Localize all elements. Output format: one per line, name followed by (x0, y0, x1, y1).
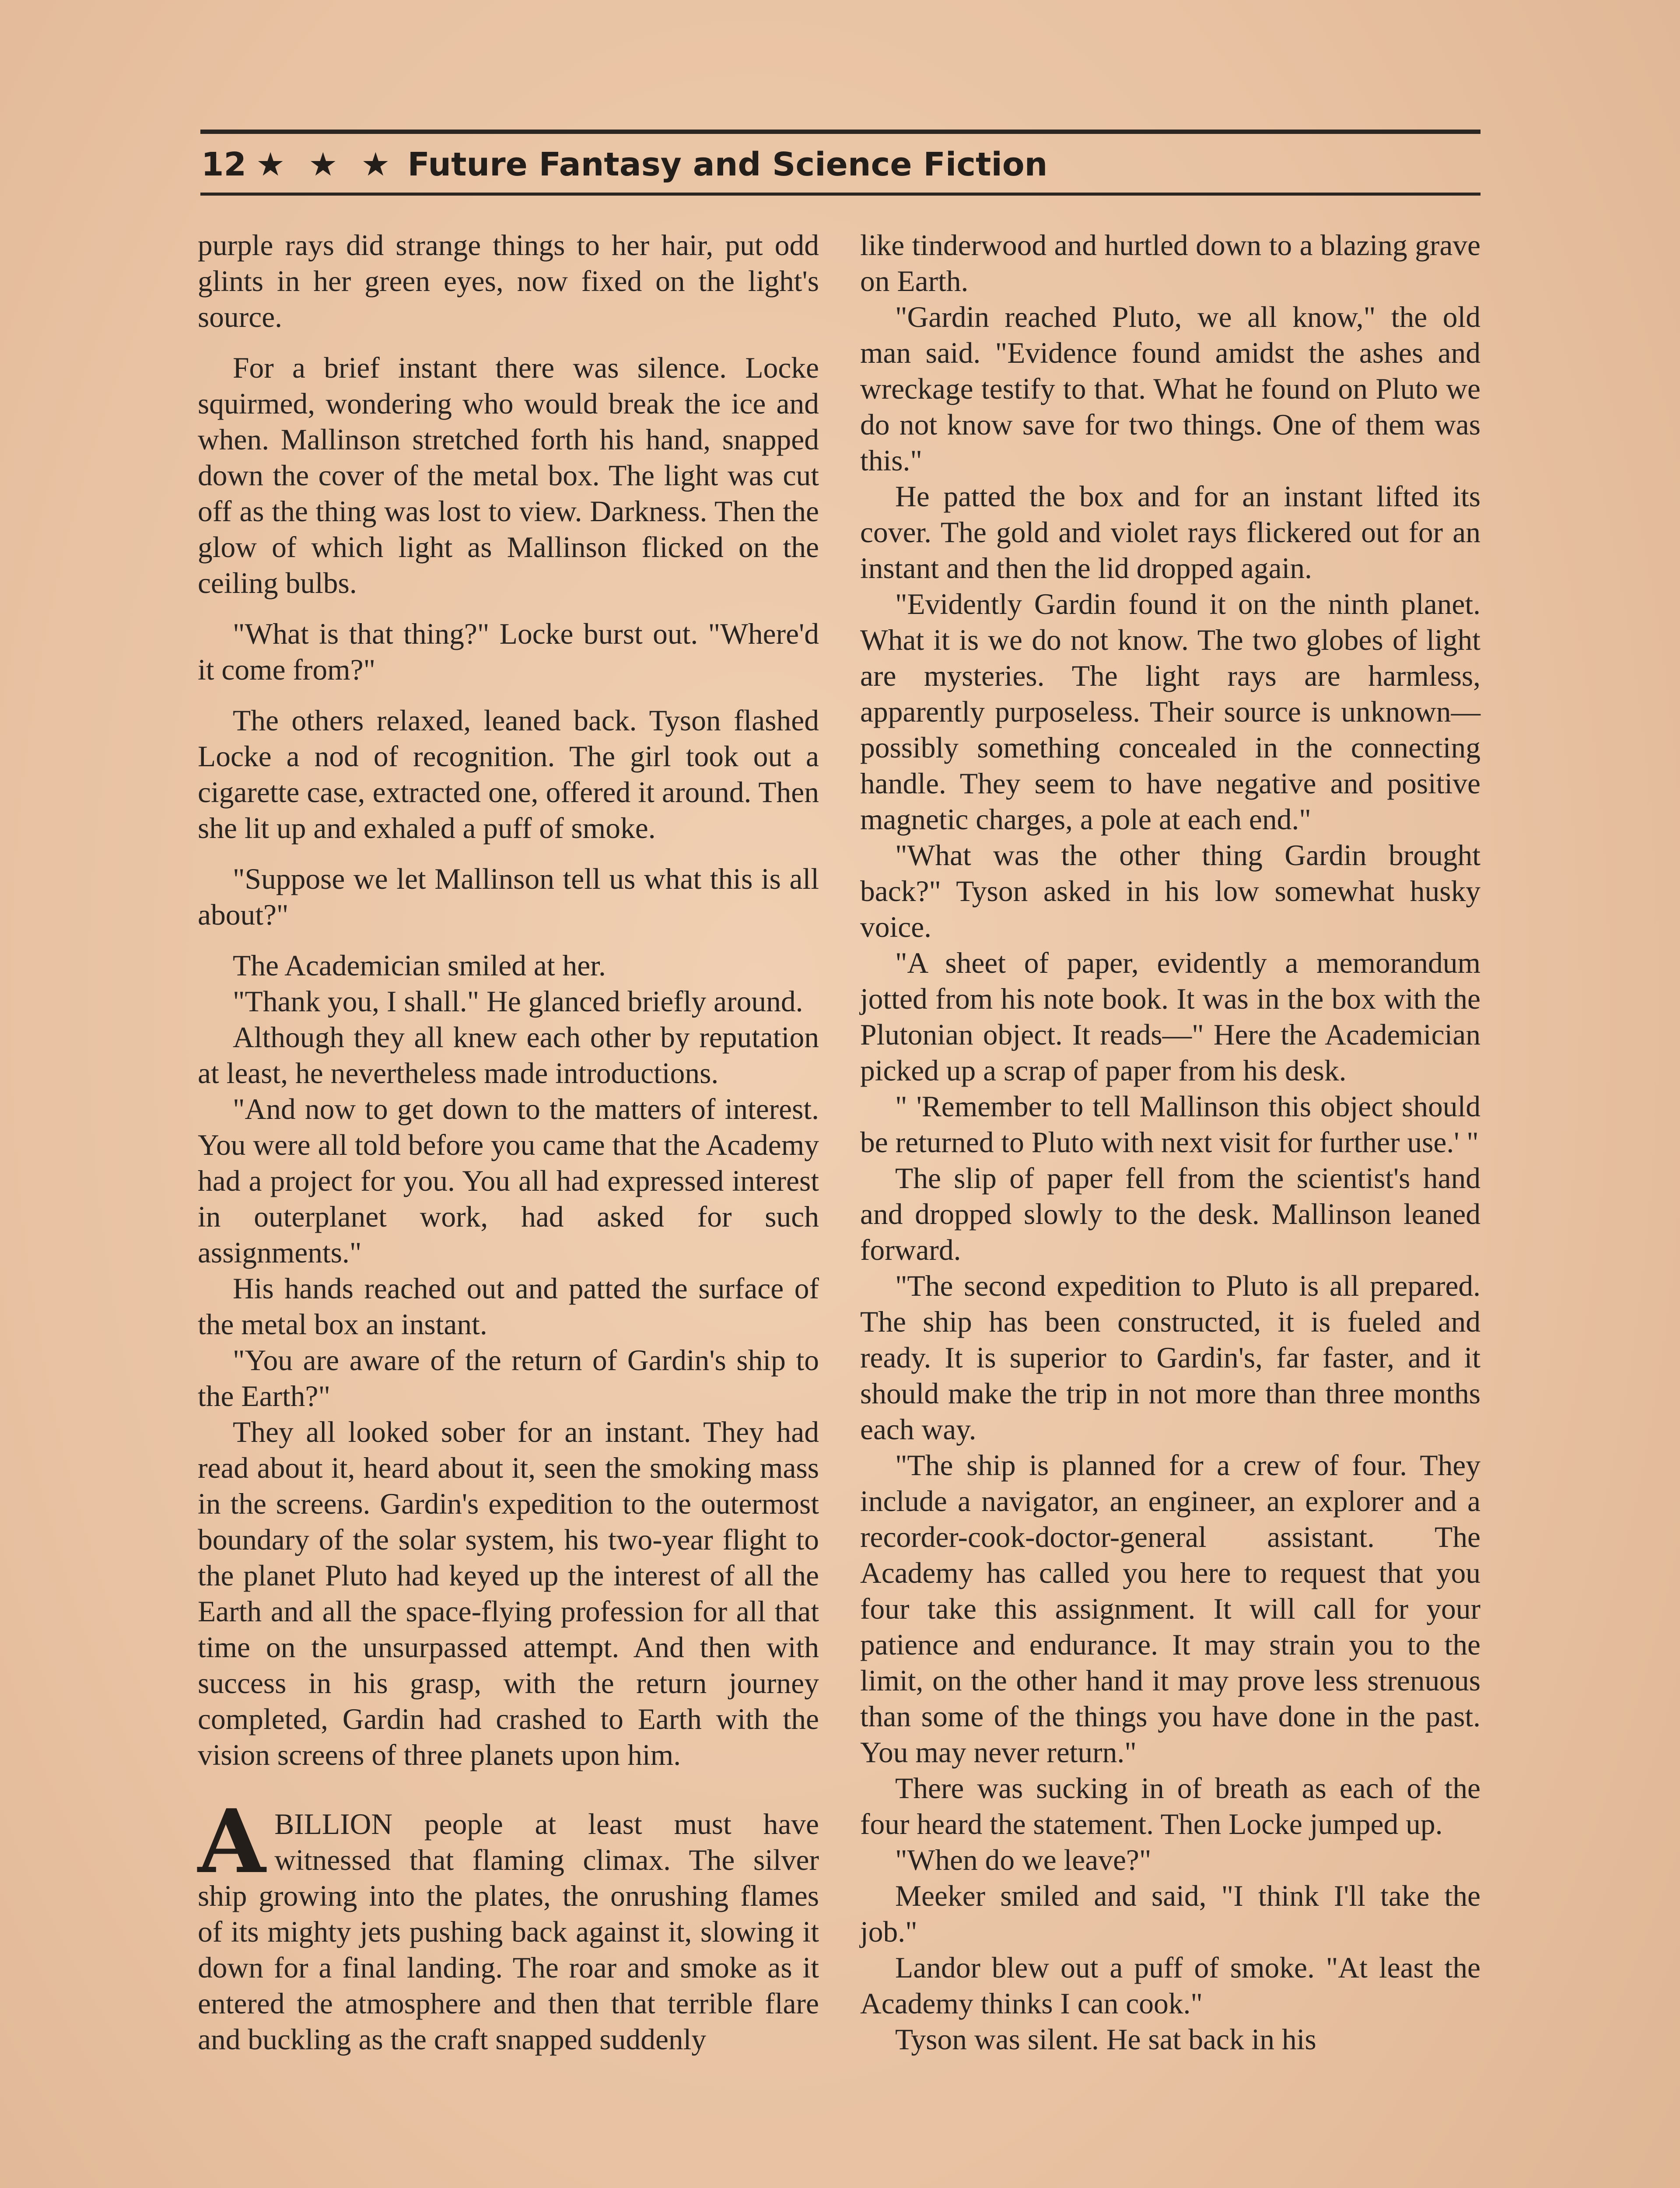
header-rule-top (200, 130, 1480, 134)
paragraph: Meeker smiled and said, "I think I'll take the job." (860, 1879, 1480, 1948)
header-stars: ★ ★ ★ (256, 146, 396, 183)
paragraph: Landor blew out a puff of smoke. "At least the Academy thinks I can cook." (860, 1951, 1480, 2020)
paragraph: "Evidently Gardin found it on the ninth planet. What it is we do not know. The two globes of light are mysteries. The light rays are harmless, apparently purposeless. Their source is unknown—possibly something concealed in the connecting handle. They seem to have negative and positive magnetic charges, a pole at each end." (860, 588, 1480, 836)
right-column (860, 228, 1480, 2058)
paragraph: " 'Remember to tell Mallinson this object should be returned to Pluto with next visit for further use.' " (860, 1090, 1480, 1159)
paragraph: Although they all knew each other by reputation at least, he nevertheless made introductions. (198, 1021, 819, 1090)
magazine-title: Future Fantasy and Science Fiction (407, 146, 1048, 183)
paragraph: "When do we leave?" (895, 1844, 1152, 1876)
paragraph: He patted the box and for an instant lifted its cover. The gold and violet rays flickered out for an instant and then the lid dropped again. (860, 480, 1480, 585)
section-opening-text: BILLION people at least must have witnessed that flaming climax. The silver ship growing into the plates, the onrushing flames of its mighty jets pushing back against it, slowing it down for a final landing. The roar and smoke as it entered the atmosphere and then that terrible flare and buckling as the craft snapped suddenly (198, 1808, 819, 2056)
paragraph: The Academician smiled at her. (233, 949, 606, 982)
paragraph: For a brief instant there was silence. Locke squirmed, wondering who would break the ice and when. Mallinson stretched forth his hand, snapped down the cover of the metal box. The light was cut off as the thing was lost to view. Darkness. Then the glow of which light as Mallinson flicked on the ceiling bulbs. (198, 351, 819, 600)
paragraph: "A sheet of paper, evidently a memorandum jotted from his note book. It was in the box with the Plutonian object. It reads—" Here the Academician picked up a scrap of paper from his desk. (860, 947, 1480, 1087)
running-header (201, 139, 1479, 190)
paragraph: "Suppose we let Mallinson tell us what this is all about?" (198, 863, 819, 931)
paragraph: "What was the other thing Gardin brought back?" Tyson asked in his low somewhat husky voice. (860, 839, 1480, 943)
page-number: 12 (201, 146, 246, 183)
section-break (198, 1773, 819, 1806)
paragraph: The others relaxed, leaned back. Tyson flashed Locke a nod of recognition. The girl took out a cigarette case, extracted one, offered it around. Then she lit up and exhaled a puff of smoke. (198, 704, 819, 845)
paragraph: There was sucking in of breath as each of the four heard the statement. Then Locke jumped up. (860, 1772, 1480, 1841)
paragraph: His hands reached out and patted the surface of the metal box an instant. (198, 1272, 819, 1341)
paragraph: They all looked sober for an instant. They had read about it, heard about it, seen the smoking mass in the screens. Gardin's expedition to the outermost boundary of the solar system, his two-year flight to the planet Pluto had keyed up the interest of all the Earth and all the space-flying profession for all that time on the unsurpassed attempt. And then with success in his grasp, with the return journey completed, Gardin had crashed to Earth with the vision screens of three planets upon him. (198, 1416, 819, 1771)
paragraph: "You are aware of the return of Gardin's ship to the Earth?" (198, 1344, 819, 1413)
paragraph: "What is that thing?" Locke burst out. "Where'd it come from?" (198, 617, 819, 686)
left-column (198, 228, 819, 2058)
paragraph: "Thank you, I shall." He glanced briefly around. (233, 985, 803, 1018)
paragraph: purple rays did strange things to her hair, put odd glints in her green eyes, now fixed on the light's source. (198, 229, 819, 333)
paragraph: "The ship is planned for a crew of four. They include a navigator, an engineer, an explorer and a recorder-cook-doctor-general assistant. The Academy has called you here to request that you four take this assignment. It will call for your patience and endurance. It may strain you to the limit, on the other hand it may prove less strenuous than some of the things you have done in the past. You may never return." (860, 1449, 1480, 1769)
paragraph: like tinderwood and hurtled down to a blazing grave on Earth. (860, 229, 1480, 298)
paragraph: "Gardin reached Pluto, we all know," the old man said. "Evidence found amidst the ashes and wreckage testify to that. What he found on Pluto we do not know save for two things. One of them was this." (860, 301, 1480, 477)
paragraph: The slip of paper fell from the scientist's hand and dropped slowly to the desk. Mallinson leaned forward. (860, 1162, 1480, 1266)
section-opening-paragraph (198, 1790, 819, 2058)
paragraph: "And now to get down to the matters of interest. You were all told before you came that the Academy had a project for you. You all had expressed interest in outerplanet work, had asked for such assignments." (198, 1093, 819, 1269)
header-rule-bottom (200, 193, 1480, 196)
paragraph: Tyson was silent. He sat back in his (895, 2023, 1316, 2056)
drop-cap: A (198, 1790, 266, 1893)
paragraph: "The second expedition to Pluto is all prepared. The ship has been constructed, it is fueled and ready. It is superior to Gardin's, far faster, and it should make the trip in not more than three months each way. (860, 1269, 1480, 1446)
